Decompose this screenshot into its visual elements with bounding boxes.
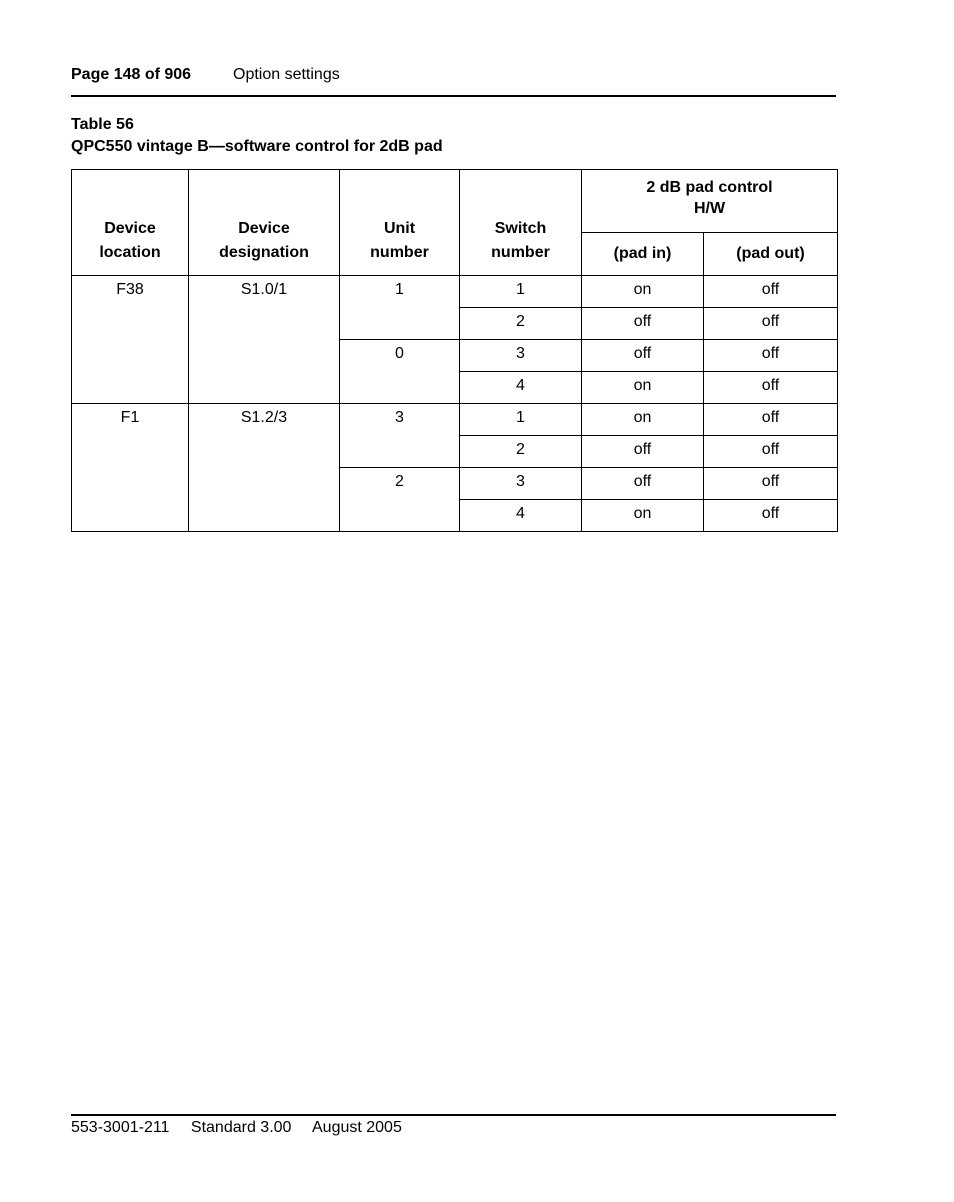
cell-pad-in: off: [582, 308, 704, 340]
table-row: [72, 404, 838, 436]
cell-switch: 4: [460, 372, 582, 404]
cell-switch: 1: [460, 404, 582, 436]
page-footer: [71, 1119, 419, 1137]
col-header-location-text: Device location: [99, 220, 161, 261]
table-caption: [71, 114, 443, 158]
cell-unit: 2: [340, 468, 460, 532]
cell-unit: 0: [340, 340, 460, 404]
col-header-pad-out: (pad out): [704, 233, 838, 276]
cell-pad-in: off: [582, 468, 704, 500]
footer-standard: Standard 3.00: [190, 1119, 292, 1136]
header-rule: [71, 95, 836, 97]
cell-pad-out: off: [704, 404, 838, 436]
table-row: [72, 276, 838, 308]
cell-switch: 3: [460, 468, 582, 500]
col-header-switch-text: Switch number: [491, 220, 550, 261]
cell-location: F38: [72, 276, 189, 404]
table-number: Table 56: [71, 116, 134, 133]
cell-designation: S1.0/1: [189, 276, 340, 404]
pad-control-table: [71, 169, 838, 532]
cell-pad-in: off: [582, 436, 704, 468]
cell-pad-out: off: [704, 340, 838, 372]
cell-switch: 2: [460, 308, 582, 340]
cell-pad-out: off: [704, 468, 838, 500]
col-header-designation-text: Device designation: [219, 220, 309, 261]
col-header-designation: [189, 170, 340, 276]
cell-switch: 3: [460, 340, 582, 372]
cell-unit: 3: [340, 404, 460, 468]
page-number: Page 148 of 906: [71, 66, 192, 83]
table-body: [72, 276, 838, 532]
col-header-unit-text: Unit number: [370, 220, 429, 261]
cell-unit: 1: [340, 276, 460, 340]
cell-pad-out: off: [704, 436, 838, 468]
cell-pad-in: on: [582, 372, 704, 404]
cell-location: F1: [72, 404, 189, 532]
cell-pad-out: off: [704, 308, 838, 340]
section-title: Option settings: [233, 66, 340, 83]
table-title: QPC550 vintage B—software control for 2dB pad: [71, 138, 443, 155]
cell-switch: 4: [460, 500, 582, 532]
table-head: [72, 170, 838, 276]
cell-pad-in: on: [582, 404, 704, 436]
cell-pad-out: off: [704, 500, 838, 532]
cell-pad-in: off: [582, 340, 704, 372]
cell-pad-out: off: [704, 372, 838, 404]
footer-doc-number: 553-3001-211: [71, 1119, 170, 1136]
cell-pad-out: off: [704, 276, 838, 308]
cell-switch: 1: [460, 276, 582, 308]
cell-designation: S1.2/3: [189, 404, 340, 532]
page-header: [71, 66, 340, 84]
col-header-switch: [460, 170, 582, 276]
cell-pad-in: on: [582, 276, 704, 308]
col-group-line1: 2 dB pad control: [646, 179, 773, 196]
col-header-unit: [340, 170, 460, 276]
col-header-location: [72, 170, 189, 276]
col-header-pad-in: (pad in): [582, 233, 704, 276]
col-group-pad-control: [582, 170, 838, 233]
footer-date: August 2005: [312, 1119, 402, 1136]
cell-pad-in: on: [582, 500, 704, 532]
cell-switch: 2: [460, 436, 582, 468]
col-group-line2: H/W: [693, 200, 726, 217]
footer-rule: [71, 1114, 836, 1116]
